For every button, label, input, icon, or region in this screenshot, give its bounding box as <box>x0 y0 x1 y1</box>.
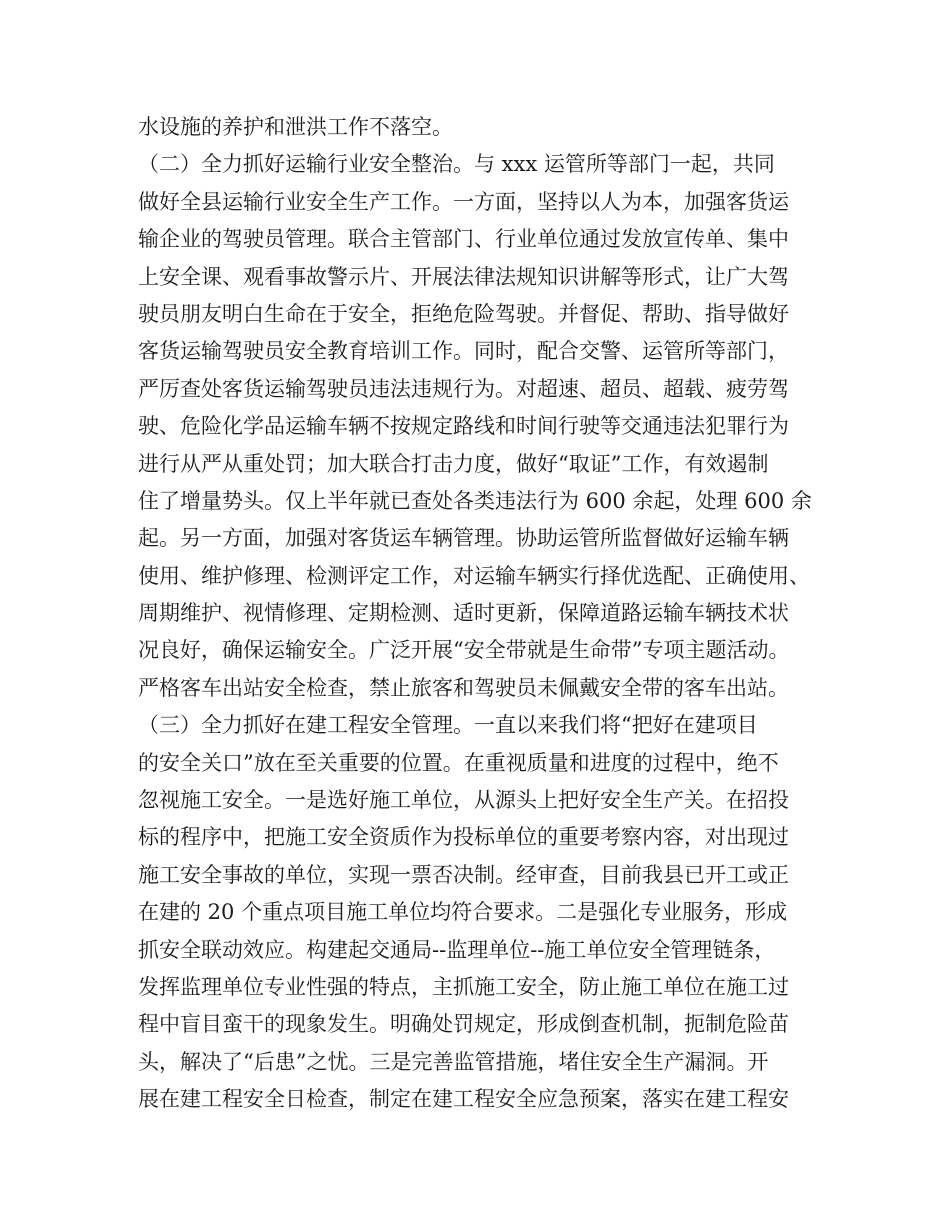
text-line: 严厉查处客货运输驾驶员违法违规行为。对超速、超员、超载、疲劳驾 <box>138 376 789 401</box>
text-line: 展在建工程安全日检查，制定在建工程安全应急预案，落实在建工程安 <box>138 1087 789 1112</box>
text-line: 起。另一方面，加强对客货运车辆管理。协助运管所监督做好运输车辆 <box>138 526 789 551</box>
text-line: 头，解决了“后患”之忧。三是完善监管措施，堵住安全生产漏洞。开 <box>138 1049 769 1074</box>
text-line: 上安全课、观看事故警示片、开展法律法规知识讲解等形式，让广大驾 <box>138 264 789 289</box>
text-line: 抓安全联动效应。构建起交通局--监理单位--施工单位安全管理链条， <box>138 937 776 962</box>
text-line: 在建的 20 个重点项目施工单位均符合要求。二是强化专业服务，形成 <box>138 900 788 925</box>
text-line: 驶员朋友明白生命在于安全，拒绝危险驾驶。并督促、帮助、指导做好 <box>138 301 789 326</box>
text-line: 严格客车出站安全检查，禁止旅客和驾驶员未佩戴安全带的客车出站。 <box>138 675 789 700</box>
text-line: 程中盲目蛮干的现象发生。明确处罚规定，形成倒查机制，扼制危险苗 <box>138 1012 789 1037</box>
text-line: 住了增量势头。仅上半年就已查处各类违法行为 600 余起，处理 600 余 <box>138 488 812 513</box>
text-line: 的安全关口”放在至关重要的位置。在重视质量和进度的过程中，绝不 <box>138 750 779 775</box>
text-line: 进行从严从重处罚；加大联合打击力度，做好“取证”工作，有效遏制 <box>138 451 769 476</box>
text-line: 水设施的养护和泄洪工作不落空。 <box>138 115 453 139</box>
text-line: 施工安全事故的单位，实现一票否决制。经审查，目前我县已开工或正 <box>138 862 789 887</box>
text-line: 客货运输驾驶员安全教育培训工作。同时，配合交警、运管所等部门， <box>138 339 789 364</box>
text-line: 输企业的驾驶员管理。联合主管部门、行业单位通过发放宣传单、集中 <box>138 227 789 252</box>
text-line: （三）全力抓好在建工程安全管理。一直以来我们将“把好在建项目 <box>138 713 758 738</box>
text-line: 使用、维护修理、检测评定工作，对运输车辆实行择优选配、正确使用、 <box>138 563 810 588</box>
text-line: 况良好，确保运输安全。广泛开展“安全带就是生命带”专项主题活动。 <box>138 638 790 663</box>
text-line: 标的程序中，把施工安全资质作为投标单位的重要考察内容，对出现过 <box>138 825 789 850</box>
text-line: 发挥监理单位专业性强的特点，主抓施工安全，防止施工单位在施工过 <box>138 974 789 999</box>
text-line: （二）全力抓好运输行业安全整治。与 xxx 运管所等部门一起，共同 <box>138 152 775 177</box>
body-text <box>138 109 828 1119</box>
text-line: 驶、危险化学品运输车辆不按规定路线和时间行驶等交通违法犯罪行为 <box>138 414 789 439</box>
text-line: 做好全县运输行业安全生产工作。一方面，坚持以人为本，加强客货运 <box>138 189 789 214</box>
text-line: 忽视施工安全。一是选好施工单位，从源头上把好安全生产关。在招投 <box>138 788 789 813</box>
text-line: 周期维护、视情修理、定期检测、适时更新，保障道路运输车辆技术状 <box>138 601 789 626</box>
